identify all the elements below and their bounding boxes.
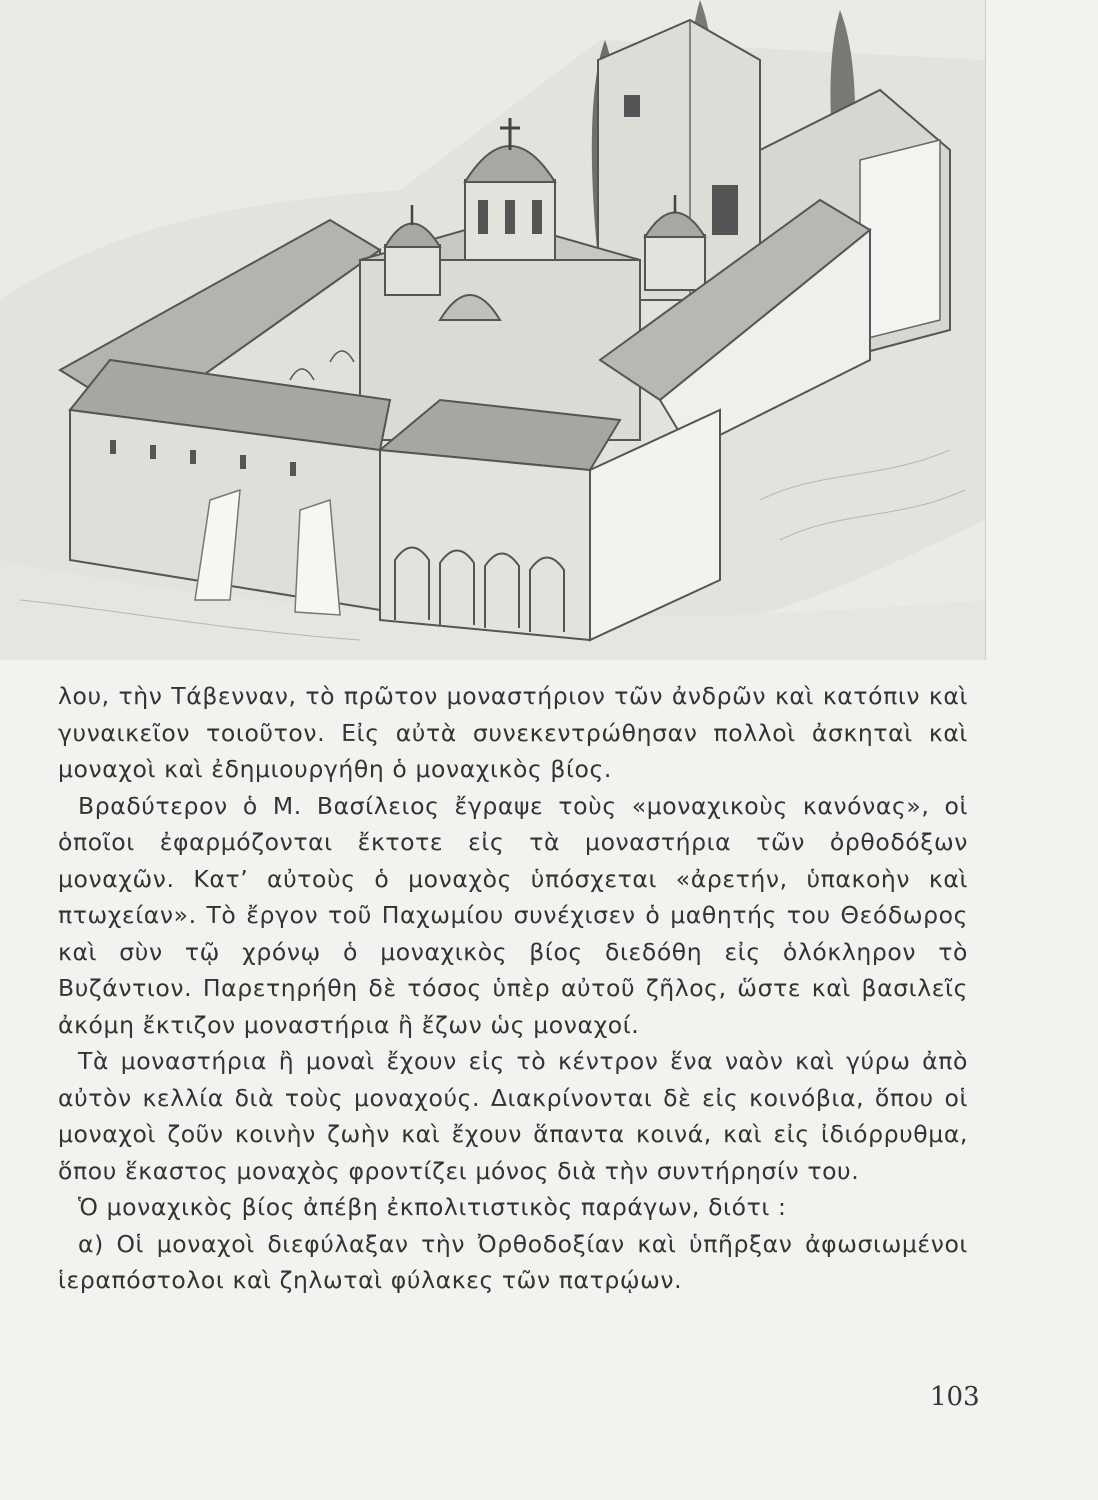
- page-number: 103: [930, 1382, 980, 1412]
- paragraph-5: α) Οἱ μοναχοὶ διεφύλαξαν τὴν Ὀρθοδοξίαν καὶ ὑπῆρξαν ἀφωσιωμένοι ἱεραπόστολοι καὶ ζηλωταὶ φύλακες τῶν πατρῴων.: [58, 1229, 968, 1294]
- paragraph-2: Βραδύτερον ὁ Μ. Βασίλειος ἔγραψε τοὺς «μοναχικοὺς κανόνας», οἱ ὁποῖοι ἐφαρμόζονται ἔκτοτε εἰς τὰ μοναστήρια τῶν ὀρθοδόξων μοναχῶν. Κατ’ αὐτοὺς ὁ μοναχὸς ὑπόσχεται «ἀρετήν, ὑπακοὴν καὶ πτωχείαν». Τὸ ἔργον τοῦ Παχωμίου συνέχισεν ὁ μαθητής του Θεόδωρος καὶ σὺν τῷ χρόνῳ ὁ μοναχικὸς βίος διεδόθη εἰς ὁλόκληρον τὸ Βυζάντιον. Παρετηρήθη δὲ τόσος ὑπὲρ αὐτοῦ ζῆλος, ὥστε καὶ βασιλεῖς ἀκόμη ἔκτιζον μοναστήρια ἢ ἔζων ὡς μοναχοί.: [58, 791, 968, 1039]
- monastery-sketch-icon: [0, 0, 985, 660]
- paragraph-3: Τὰ μοναστήρια ἢ μοναὶ ἔχουν εἰς τὸ κέντρον ἕνα ναὸν καὶ γύρω ἀπὸ αὐτὸν κελλία διὰ τοὺς μοναχούς. Διακρίνονται δὲ εἰς κοινόβια, ὅπου οἱ μοναχοὶ ζοῦν κοινὴν ζωὴν καὶ ἔχουν ἅπαντα κοινά, καὶ εἰς ἰδιόρρυθμα, ὅπου ἕκαστος μοναχὸς φροντίζει μόνος διὰ τὴν συντήρησίν του.: [58, 1047, 968, 1185]
- body-text: [58, 678, 968, 1299]
- monastery-illustration: [0, 0, 986, 660]
- paragraph-1: λου, τὴν Τάβενναν, τὸ πρῶτον μοναστήριον τῶν ἀνδρῶν καὶ κατόπιν καὶ γυναικεῖον τοιοῦτον. Εἰς αὐτὰ συνεκεντρώθησαν πολλοὶ ἀσκηταὶ καὶ μοναχοὶ καὶ ἐδημιουργήθη ὁ μοναχικὸς βίος.: [58, 682, 968, 783]
- paragraph-4: Ὁ μοναχικὸς βίος ἀπέβη ἐκπολιτιστικὸς παράγων, διότι :: [78, 1193, 787, 1221]
